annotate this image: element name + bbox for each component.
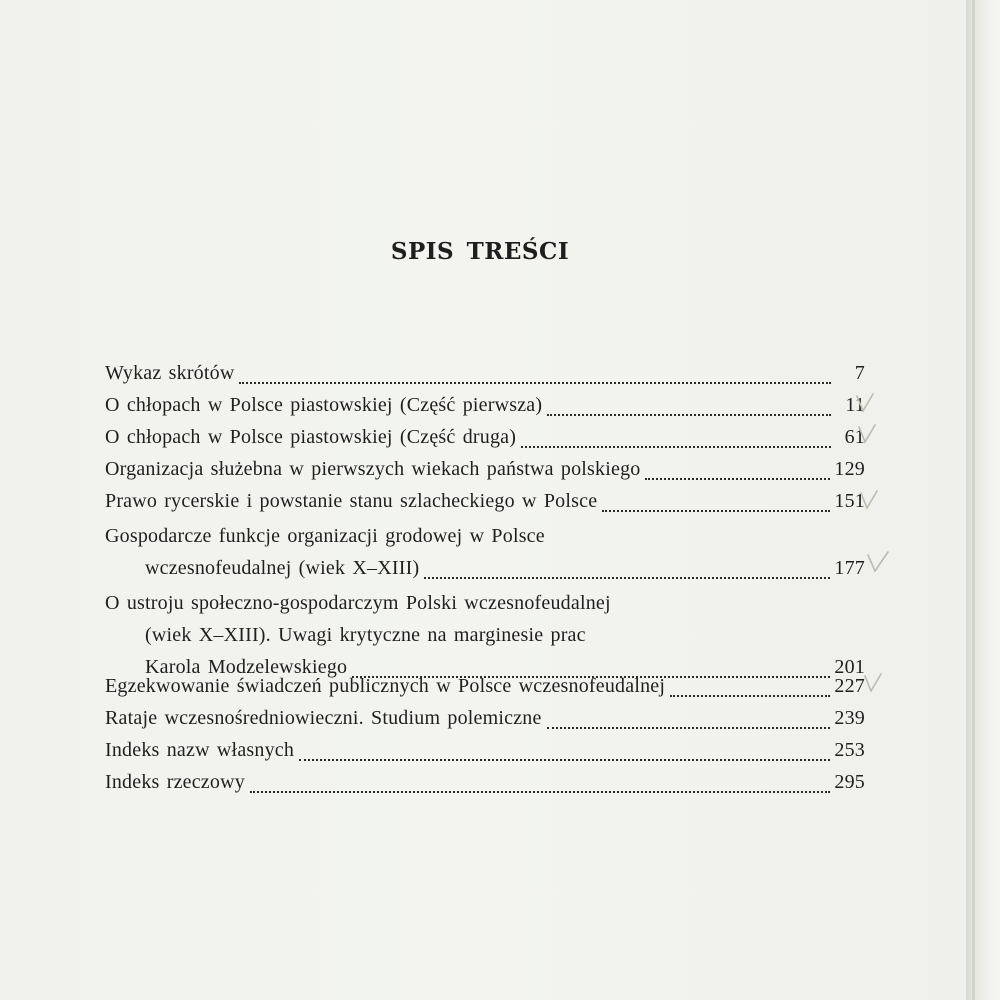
pencil-checkmark-icon xyxy=(857,423,877,445)
toc-entry-title: O ustroju społeczno-gospodarczym Polski wczesnofeudalnej xyxy=(105,592,611,614)
toc-title: SPIS TREŚCI xyxy=(390,238,570,265)
pencil-checkmark-icon xyxy=(863,672,883,694)
toc-leader-dots xyxy=(521,445,831,448)
toc-entry xyxy=(105,707,865,739)
toc-leader-dots xyxy=(645,477,830,480)
toc-entry-title-continued: wczesnofeudalnej (wiek X–XIII) xyxy=(145,557,420,579)
toc-entry-title: Prawo rycerskie i powstanie stanu szlacheckiego w Polsce xyxy=(105,490,598,512)
toc-leader-dots xyxy=(250,790,830,793)
toc-entry-title: Rataje wczesnośredniowieczni. Studium polemiczne xyxy=(105,707,542,729)
toc-leader-dots xyxy=(670,694,830,697)
toc-leader-dots xyxy=(424,576,830,579)
toc-entry xyxy=(105,525,865,589)
toc-entry-title: Egzekwowanie świadczeń publicznych w Polsce wczesnofeudalnej xyxy=(105,675,666,697)
toc-entry-title: Indeks rzeczowy xyxy=(105,771,245,793)
toc-entry-title: Wykaz skrótów xyxy=(105,362,235,384)
toc-leader-dots xyxy=(299,758,830,761)
toc-page-number: 129 xyxy=(834,458,865,480)
pencil-checkmark-icon xyxy=(859,489,879,511)
toc-page-number: 239 xyxy=(834,707,865,729)
toc-leader-dots xyxy=(547,726,831,729)
toc-page-number: 61 xyxy=(844,426,865,448)
toc-entry xyxy=(105,771,865,803)
toc-leader-dots xyxy=(239,381,831,384)
toc-entry-title: Gospodarcze funkcje organizacji grodowej w Polsce xyxy=(105,525,545,547)
toc-page-number: 7 xyxy=(854,362,865,384)
toc-leader-dots xyxy=(547,413,831,416)
toc-entry xyxy=(105,675,865,707)
toc-entry-title-continued: (wiek X–XIII). Uwagi krytyczne na marginesie prac xyxy=(145,624,586,646)
toc-entry-title-continued: Karola Modzelewskiego xyxy=(145,656,348,678)
toc-page-number: 11 xyxy=(845,394,865,416)
toc-entry-title: Indeks nazw własnych xyxy=(105,739,295,761)
toc-entry xyxy=(105,362,865,394)
toc-leader-dots xyxy=(602,509,830,512)
toc-page-number: 151 xyxy=(834,490,865,512)
pencil-checkmark-icon xyxy=(855,392,875,414)
toc-entry-title: O chłopach w Polsce piastowskiej (Część druga) xyxy=(105,426,517,448)
toc-entry xyxy=(105,739,865,771)
page-edge-shadow xyxy=(972,0,975,1000)
toc-entry xyxy=(105,592,865,688)
toc-page-number: 177 xyxy=(834,557,865,579)
toc-entry xyxy=(105,458,865,490)
toc-page-number: 253 xyxy=(834,739,865,761)
pencil-checkmark-icon xyxy=(866,550,886,572)
toc-entry xyxy=(105,490,865,522)
toc-entry xyxy=(105,426,865,458)
toc-page-number: 227 xyxy=(834,675,865,697)
toc-page-number: 201 xyxy=(834,656,865,678)
toc-page-number: 295 xyxy=(834,771,865,793)
toc-entry xyxy=(105,394,865,426)
toc-entry-title: O chłopach w Polsce piastowskiej (Część pierwsza) xyxy=(105,394,543,416)
toc-entry-title: Organizacja służebna w pierwszych wiekach państwa polskiego xyxy=(105,458,641,480)
